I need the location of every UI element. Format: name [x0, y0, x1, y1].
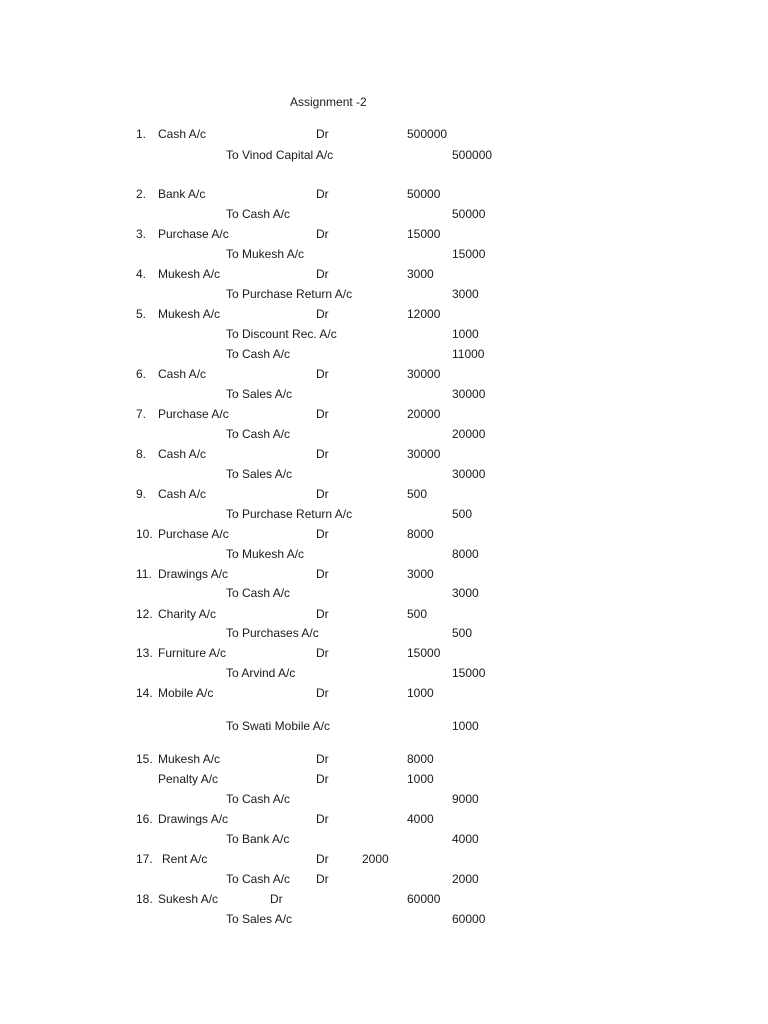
credit-account: To Purchases A/c — [226, 626, 319, 640]
dr-label: Dr — [270, 892, 283, 906]
journal-entry-credit-line — [0, 345, 768, 363]
credit-amount: 4000 — [452, 832, 479, 846]
entry-number: 10. — [136, 527, 153, 541]
dr-label: Dr — [316, 752, 329, 766]
credit-account: To Mukesh A/c — [226, 547, 305, 561]
debit-amount: 8000 — [407, 527, 434, 541]
entry-number: 7. — [136, 407, 147, 421]
dr-label: Dr — [316, 812, 329, 826]
journal-entry-debit-line — [0, 890, 768, 908]
dr-label: Dr — [316, 367, 329, 381]
debit-account: Drawings A/c — [158, 812, 229, 826]
credit-amount: 9000 — [452, 792, 479, 806]
journal-entry-credit-line — [0, 465, 768, 483]
journal-entry-debit-line — [0, 405, 768, 423]
debit-account: Mukesh A/c — [158, 752, 221, 766]
journal-entry-credit-line — [0, 790, 768, 808]
credit-amount: 1000 — [452, 327, 479, 341]
journal-entry-debit-line — [0, 565, 768, 583]
entry-number: 12. — [136, 607, 153, 621]
journal-entry-debit-line — [0, 684, 768, 702]
debit-amount: 500000 — [407, 127, 448, 141]
credit-amount: 500 — [452, 507, 473, 521]
debit-account: Charity A/c — [158, 607, 217, 621]
debit-account: Cash A/c — [158, 127, 207, 141]
journal-entry-debit-line — [0, 810, 768, 828]
journal-entry-debit-line — [0, 644, 768, 662]
journal-entry-credit-line — [0, 205, 768, 223]
journal-entry-debit-line — [0, 525, 768, 543]
debit-amount: 30000 — [407, 447, 441, 461]
credit-account: To Cash A/c — [226, 427, 291, 441]
dr-label: Dr — [316, 447, 329, 461]
entry-number: 13. — [136, 646, 153, 660]
credit-amount: 15000 — [452, 666, 486, 680]
debit-amount: 15000 — [407, 646, 441, 660]
credit-amount: 11000 — [452, 347, 485, 361]
dr-label: Dr — [316, 407, 329, 421]
dr-label: Dr — [316, 567, 329, 581]
credit-account: To Cash A/c — [226, 872, 291, 886]
credit-amount: 500000 — [452, 148, 493, 162]
journal-entry-credit-line — [0, 624, 768, 642]
journal-entry-credit-line — [0, 385, 768, 403]
entry-number: 11. — [136, 567, 152, 581]
credit-account: To Sales A/c — [226, 912, 293, 926]
credit-account: To Discount Rec. A/c — [226, 327, 337, 341]
journal-entry-debit-line — [0, 770, 768, 788]
journal-entry-debit-line — [0, 265, 768, 283]
debit-amount: 20000 — [407, 407, 441, 421]
journal-entry-credit-line — [0, 717, 768, 735]
credit-amount: 20000 — [452, 427, 486, 441]
dr-label: Dr — [316, 187, 329, 201]
dr-label: Dr — [316, 772, 329, 786]
debit-amount: 8000 — [407, 752, 434, 766]
credit-amount: 500 — [452, 626, 473, 640]
debit-amount: 1000 — [407, 772, 434, 786]
credit-account: To Mukesh A/c — [226, 247, 305, 261]
journal-entry-credit-line — [0, 245, 768, 263]
credit-account: To Sales A/c — [226, 387, 293, 401]
entry-number: 3. — [136, 227, 147, 241]
debit-account: Purchase A/c — [158, 527, 229, 541]
dr-label: Dr — [316, 686, 329, 700]
journal-entry-debit-line — [0, 850, 768, 868]
entry-number: 9. — [136, 487, 147, 501]
dr-label: Dr — [316, 852, 329, 866]
debit-amount: 12000 — [407, 307, 441, 321]
journal-entry-credit-line — [0, 325, 768, 343]
journal-entry-debit-line — [0, 305, 768, 323]
entry-number: 8. — [136, 447, 147, 461]
debit-amount: 50000 — [407, 187, 441, 201]
debit-amount: 500 — [407, 487, 428, 501]
entry-number: 4. — [136, 267, 147, 281]
credit-account: To Swati Mobile A/c — [226, 719, 331, 733]
journal-entry-credit-line — [0, 146, 768, 164]
journal-entry-credit-line — [0, 584, 768, 602]
credit-amount: 50000 — [452, 207, 486, 221]
journal-entry-credit-line — [0, 910, 768, 928]
credit-account: To Cash A/c — [226, 207, 291, 221]
entry-number: 16. — [136, 812, 153, 826]
credit-amount: 60000 — [452, 912, 486, 926]
debit-amount: 30000 — [407, 367, 441, 381]
journal-entry-credit-line — [0, 830, 768, 848]
journal-entry-credit-line — [0, 870, 768, 888]
debit-amount: 1000 — [407, 686, 434, 700]
credit-account: To Purchase Return A/c — [226, 507, 353, 521]
journal-entry-credit-line — [0, 545, 768, 563]
dr-label: Dr — [316, 646, 329, 660]
document-title: Assignment -2 — [290, 95, 367, 109]
journal-entry-credit-line — [0, 425, 768, 443]
debit-account: Cash A/c — [158, 487, 207, 501]
journal-entry-debit-line — [0, 125, 768, 143]
debit-account: Penalty A/c — [158, 772, 219, 786]
dr-label: Dr — [316, 227, 329, 241]
debit-account: Furniture A/c — [158, 646, 227, 660]
debit-amount: 60000 — [407, 892, 441, 906]
debit-amount: 500 — [407, 607, 428, 621]
credit-amount: 3000 — [452, 287, 479, 301]
entry-number: 15. — [136, 752, 153, 766]
dr-label: Dr — [316, 267, 329, 281]
entry-number: 1. — [136, 127, 147, 141]
journal-entry-debit-line — [0, 185, 768, 203]
debit-account: Mobile A/c — [158, 686, 214, 700]
credit-amount: 3000 — [452, 586, 479, 600]
credit-amount: 30000 — [452, 387, 486, 401]
credit-amount: 15000 — [452, 247, 486, 261]
debit-amount: 2000 — [362, 852, 389, 866]
dr-label: Dr — [316, 307, 329, 321]
entry-number: 18. — [136, 892, 153, 906]
credit-account: To Cash A/c — [226, 586, 291, 600]
journal-entry-debit-line — [0, 485, 768, 503]
credit-account: To Bank A/c — [226, 832, 290, 846]
debit-account: Purchase A/c — [158, 227, 229, 241]
dr-label: Dr — [316, 487, 329, 501]
entry-number: 6. — [136, 367, 147, 381]
journal-entry-credit-line — [0, 664, 768, 682]
debit-amount: 3000 — [407, 267, 434, 281]
credit-amount: 8000 — [452, 547, 479, 561]
debit-account: Cash A/c — [158, 367, 207, 381]
debit-account: Mukesh A/c — [158, 267, 221, 281]
entry-number: 17. — [136, 852, 153, 866]
credit-amount: 30000 — [452, 467, 486, 481]
debit-amount: 4000 — [407, 812, 434, 826]
journal-entry-debit-line — [0, 445, 768, 463]
debit-account: Rent A/c — [162, 852, 208, 866]
credit-account: To Purchase Return A/c — [226, 287, 353, 301]
journal-entry-credit-line — [0, 285, 768, 303]
entry-number: 14. — [136, 686, 153, 700]
debit-account: Mukesh A/c — [158, 307, 221, 321]
dr-label: Dr — [316, 527, 329, 541]
journal-entry-debit-line — [0, 750, 768, 768]
debit-amount: 3000 — [407, 567, 434, 581]
debit-account: Purchase A/c — [158, 407, 229, 421]
dr-label: Dr — [316, 872, 329, 886]
entry-number: 2. — [136, 187, 147, 201]
credit-account: To Arvind A/c — [226, 666, 296, 680]
credit-amount: 1000 — [452, 719, 479, 733]
journal-entry-debit-line — [0, 365, 768, 383]
journal-entry-debit-line — [0, 225, 768, 243]
debit-account: Bank A/c — [158, 187, 206, 201]
dr-label: Dr — [316, 607, 329, 621]
credit-account: To Cash A/c — [226, 347, 291, 361]
credit-account: To Sales A/c — [226, 467, 293, 481]
credit-amount: 2000 — [452, 872, 479, 886]
dr-label: Dr — [316, 127, 329, 141]
entry-number: 5. — [136, 307, 147, 321]
credit-account: To Vinod Capital A/c — [226, 148, 334, 162]
debit-account: Sukesh A/c — [158, 892, 219, 906]
journal-entry-debit-line — [0, 605, 768, 623]
debit-account: Drawings A/c — [158, 567, 229, 581]
debit-account: Cash A/c — [158, 447, 207, 461]
journal-entry-credit-line — [0, 505, 768, 523]
credit-account: To Cash A/c — [226, 792, 291, 806]
debit-amount: 15000 — [407, 227, 441, 241]
